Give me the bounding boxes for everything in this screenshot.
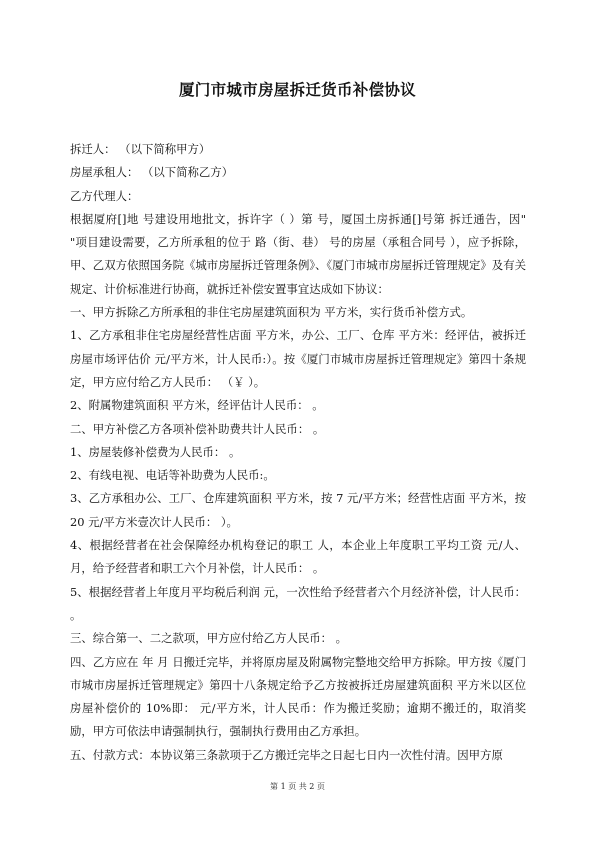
paragraph-clause-2-4: 4、根据经营者在社会保障经办机构登记的职工 人，本企业上年度职工平均工资 元/人、月，给予经营者和职工六个月补偿，计人民币： 。: [70, 538, 526, 576]
paragraph-clause-2-1: 1、房屋装修补偿费为人民币： 。: [70, 444, 241, 459]
paragraph-clause-1: 一、甲方拆除乙方所承租的非住宅房屋建筑面积为 平方米，实行货币补偿方式。: [70, 305, 473, 320]
paragraph-party-a: 拆迁人： （以下简称甲方）: [70, 142, 211, 156]
paragraph-clause-4: 四、乙方应在 年 月 日搬迁完毕，并将原房屋及附属物完整地交给甲方拆除。甲方按《厦门市城市房屋拆迁管理规定》第四十八条规定给予乙方按被拆迁房屋建筑面积 平方米以区位房屋补偿价的 10%即： 元/平方米，计人民币：作为搬迁奖励；逾期不搬迁的，取消奖励，甲方可依法申请强制执行，强制执行费用由乙方承担。: [70, 654, 526, 739]
page-title: 厦门市城市房屋拆迁货币补偿协议: [178, 81, 416, 99]
paragraph-preamble: 根据厦府[]地 号建设用地批文，拆许字（ ）第 号，厦国土房拆通[]号第 拆迁通告，因" "项目建设需要，乙方所承租的位于 路（街、巷） 号的房屋（承租合同号 ），应予拆除，甲、乙双方依照国务院《城市房屋拆迁管理条例》、《厦门市城市房屋拆迁管理规定》及有关规定、计价标准进行协商，就拆迁补偿安置事宜达成如下协议：: [70, 211, 526, 296]
page-footer: 第 1 页 共 2 页: [270, 782, 325, 791]
paragraph-clause-2-3: 3、乙方承租办公、工厂、仓库建筑面积 平方米，按 7 元/平方米；经营性店面 平方米，按 20 元/平方米壹次计人民币： ）。: [70, 491, 526, 529]
paragraph-clause-1-2: 2、附属物建筑面积 平方米，经评估计人民币： 。: [70, 398, 324, 413]
paragraph-clause-5: 五、付款方式：本协议第三条款项于乙方搬迁完毕之日起七日内一次性付清。因甲方原: [70, 747, 503, 762]
paragraph-clause-3: 三、综合第一、二之款项，甲方应付给乙方人民币： 。: [70, 631, 347, 646]
paragraph-agent: 乙方代理人：: [70, 188, 139, 203]
paragraph-clause-2-2: 2、有线电视、电话等补助费为人民币:。: [70, 468, 275, 483]
paragraph-clause-2: 二、甲方补偿乙方各项补偿补助费共计人民币： 。: [70, 421, 325, 436]
paragraph-party-b: 房屋承租人： （以下简称乙方）: [70, 165, 234, 180]
paragraph-clause-2-5: 5、根据经营者上年度月平均税后利润 元，一次性给予经营者六个月经济补偿，计人民币： 。: [70, 584, 526, 622]
document-body: [70, 138, 526, 767]
paragraph-clause-1-1: 1、乙方承租非住宅房屋经营性店面 平方米，办公、工厂、仓库 平方米：经评估，被拆迁房屋市场评估价 元/平方米，计人民币:）。按《厦门市城市房屋拆迁管理规定》第四十条规定，甲方应付给乙方人民币： （￥ ）。: [70, 328, 526, 389]
